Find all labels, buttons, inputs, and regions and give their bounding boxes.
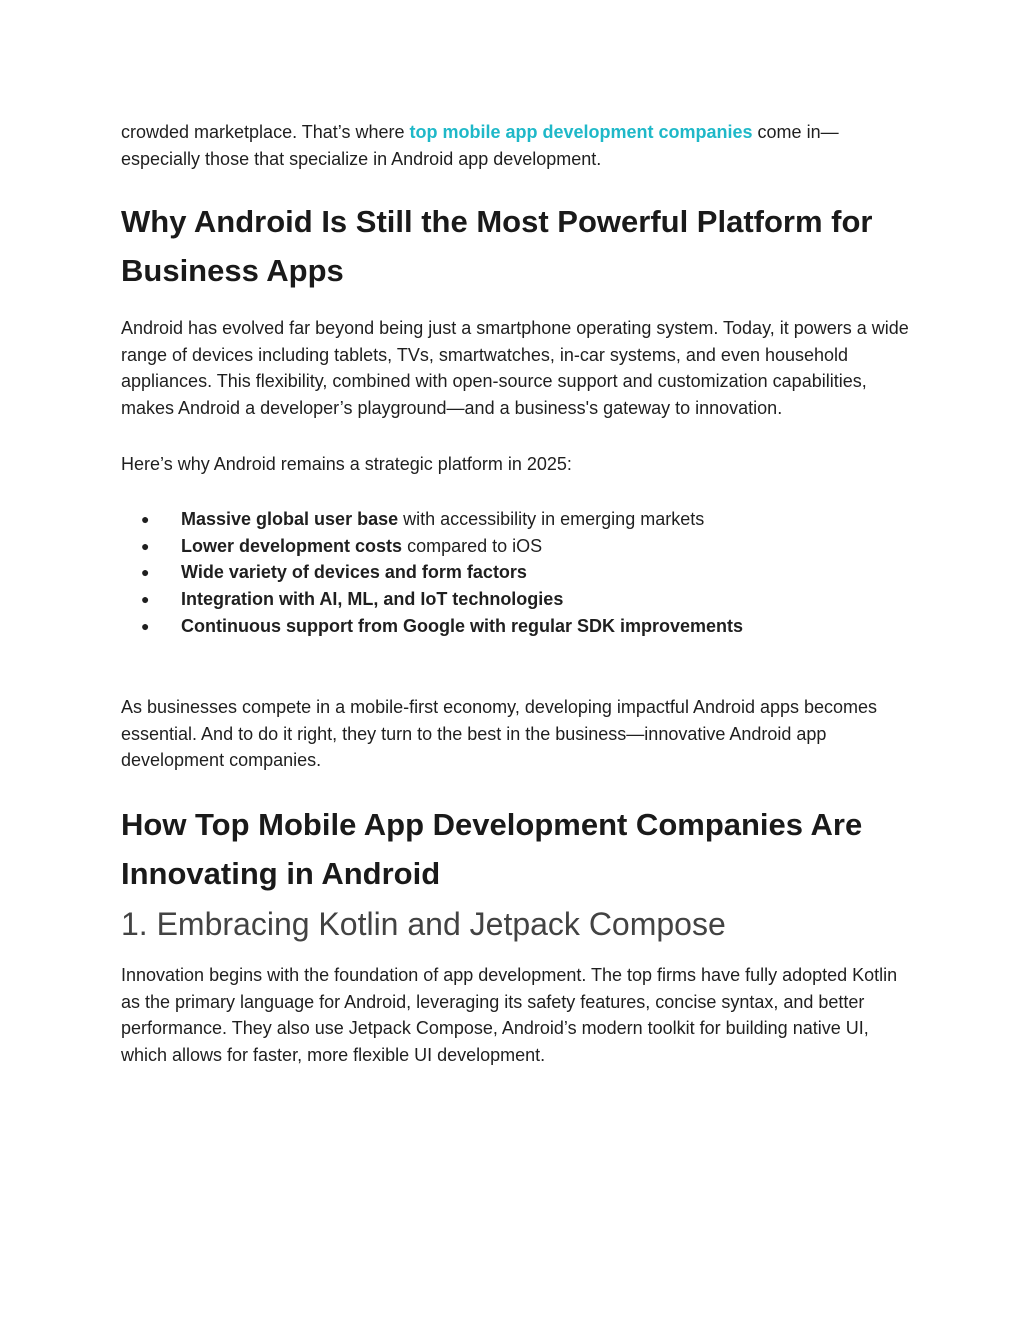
list-item-bold: Lower development costs xyxy=(181,535,403,556)
list-item-text: with accessibility in emerging markets xyxy=(398,509,705,530)
intro-paragraph xyxy=(121,119,911,172)
strategic-platform-paragraph: Here’s why Android remains a strategic platform in 2025: xyxy=(121,453,572,474)
list-item xyxy=(121,506,911,533)
section-heading-innovating: How Top Mobile App Development Companies Are Innovating in Android xyxy=(121,806,863,891)
intro-text-before: crowded marketplace. That’s where xyxy=(121,122,410,142)
intro-text-after: come in—especially those that specialize in Android app development. xyxy=(121,122,839,169)
companies-link[interactable]: top mobile app development companies xyxy=(409,122,753,142)
bullet-icon: ● xyxy=(141,617,150,634)
document-content xyxy=(121,119,911,1068)
list-item-bold: Continuous support from Google with regular SDK improvements xyxy=(181,615,744,636)
mobile-first-paragraph: As businesses compete in a mobile-first economy, developing impactful Android apps becomes essential. And to do it right, they turn to the best in the business—innovative Android app development companies. xyxy=(121,697,878,771)
list-item-text: compared to iOS xyxy=(402,535,543,556)
bullet-icon: ● xyxy=(141,590,150,607)
list-item xyxy=(121,586,911,613)
section-heading-why-android: Why Android Is Still the Most Powerful Platform for Business Apps xyxy=(121,204,873,289)
android-overview-paragraph: Android has evolved far beyond being just a smartphone operating system. Today, it powers a wide range of devices including tablets, TVs, smartwatches, in-car systems, and even household appliances. This flexibility, combined with open-source support and customization capabilities, makes Android a developer’s playground—and a business's gateway to innovation. xyxy=(121,318,909,418)
list-item-bold: Wide variety of devices and form factors xyxy=(181,562,527,583)
list-item xyxy=(121,559,911,586)
list-item-bold: Massive global user base xyxy=(181,509,399,530)
reasons-list xyxy=(121,506,911,639)
bullet-icon: ● xyxy=(141,537,150,554)
subheading-kotlin-compose: 1. Embracing Kotlin and Jetpack Compose xyxy=(121,905,726,942)
bullet-icon: ● xyxy=(141,564,150,581)
kotlin-compose-paragraph: Innovation begins with the foundation of app development. The top firms have fully adopted Kotlin as the primary language for Android, leveraging its safety features, concise syntax, and better performance. They also use Jetpack Compose, Android’s modern toolkit for building native UI, which allows for faster, more flexible UI development. xyxy=(121,964,898,1065)
list-item xyxy=(121,533,911,560)
bullet-icon: ● xyxy=(141,511,150,528)
list-item-bold: Integration with AI, ML, and IoT technologies xyxy=(181,588,564,609)
list-item xyxy=(121,613,911,640)
